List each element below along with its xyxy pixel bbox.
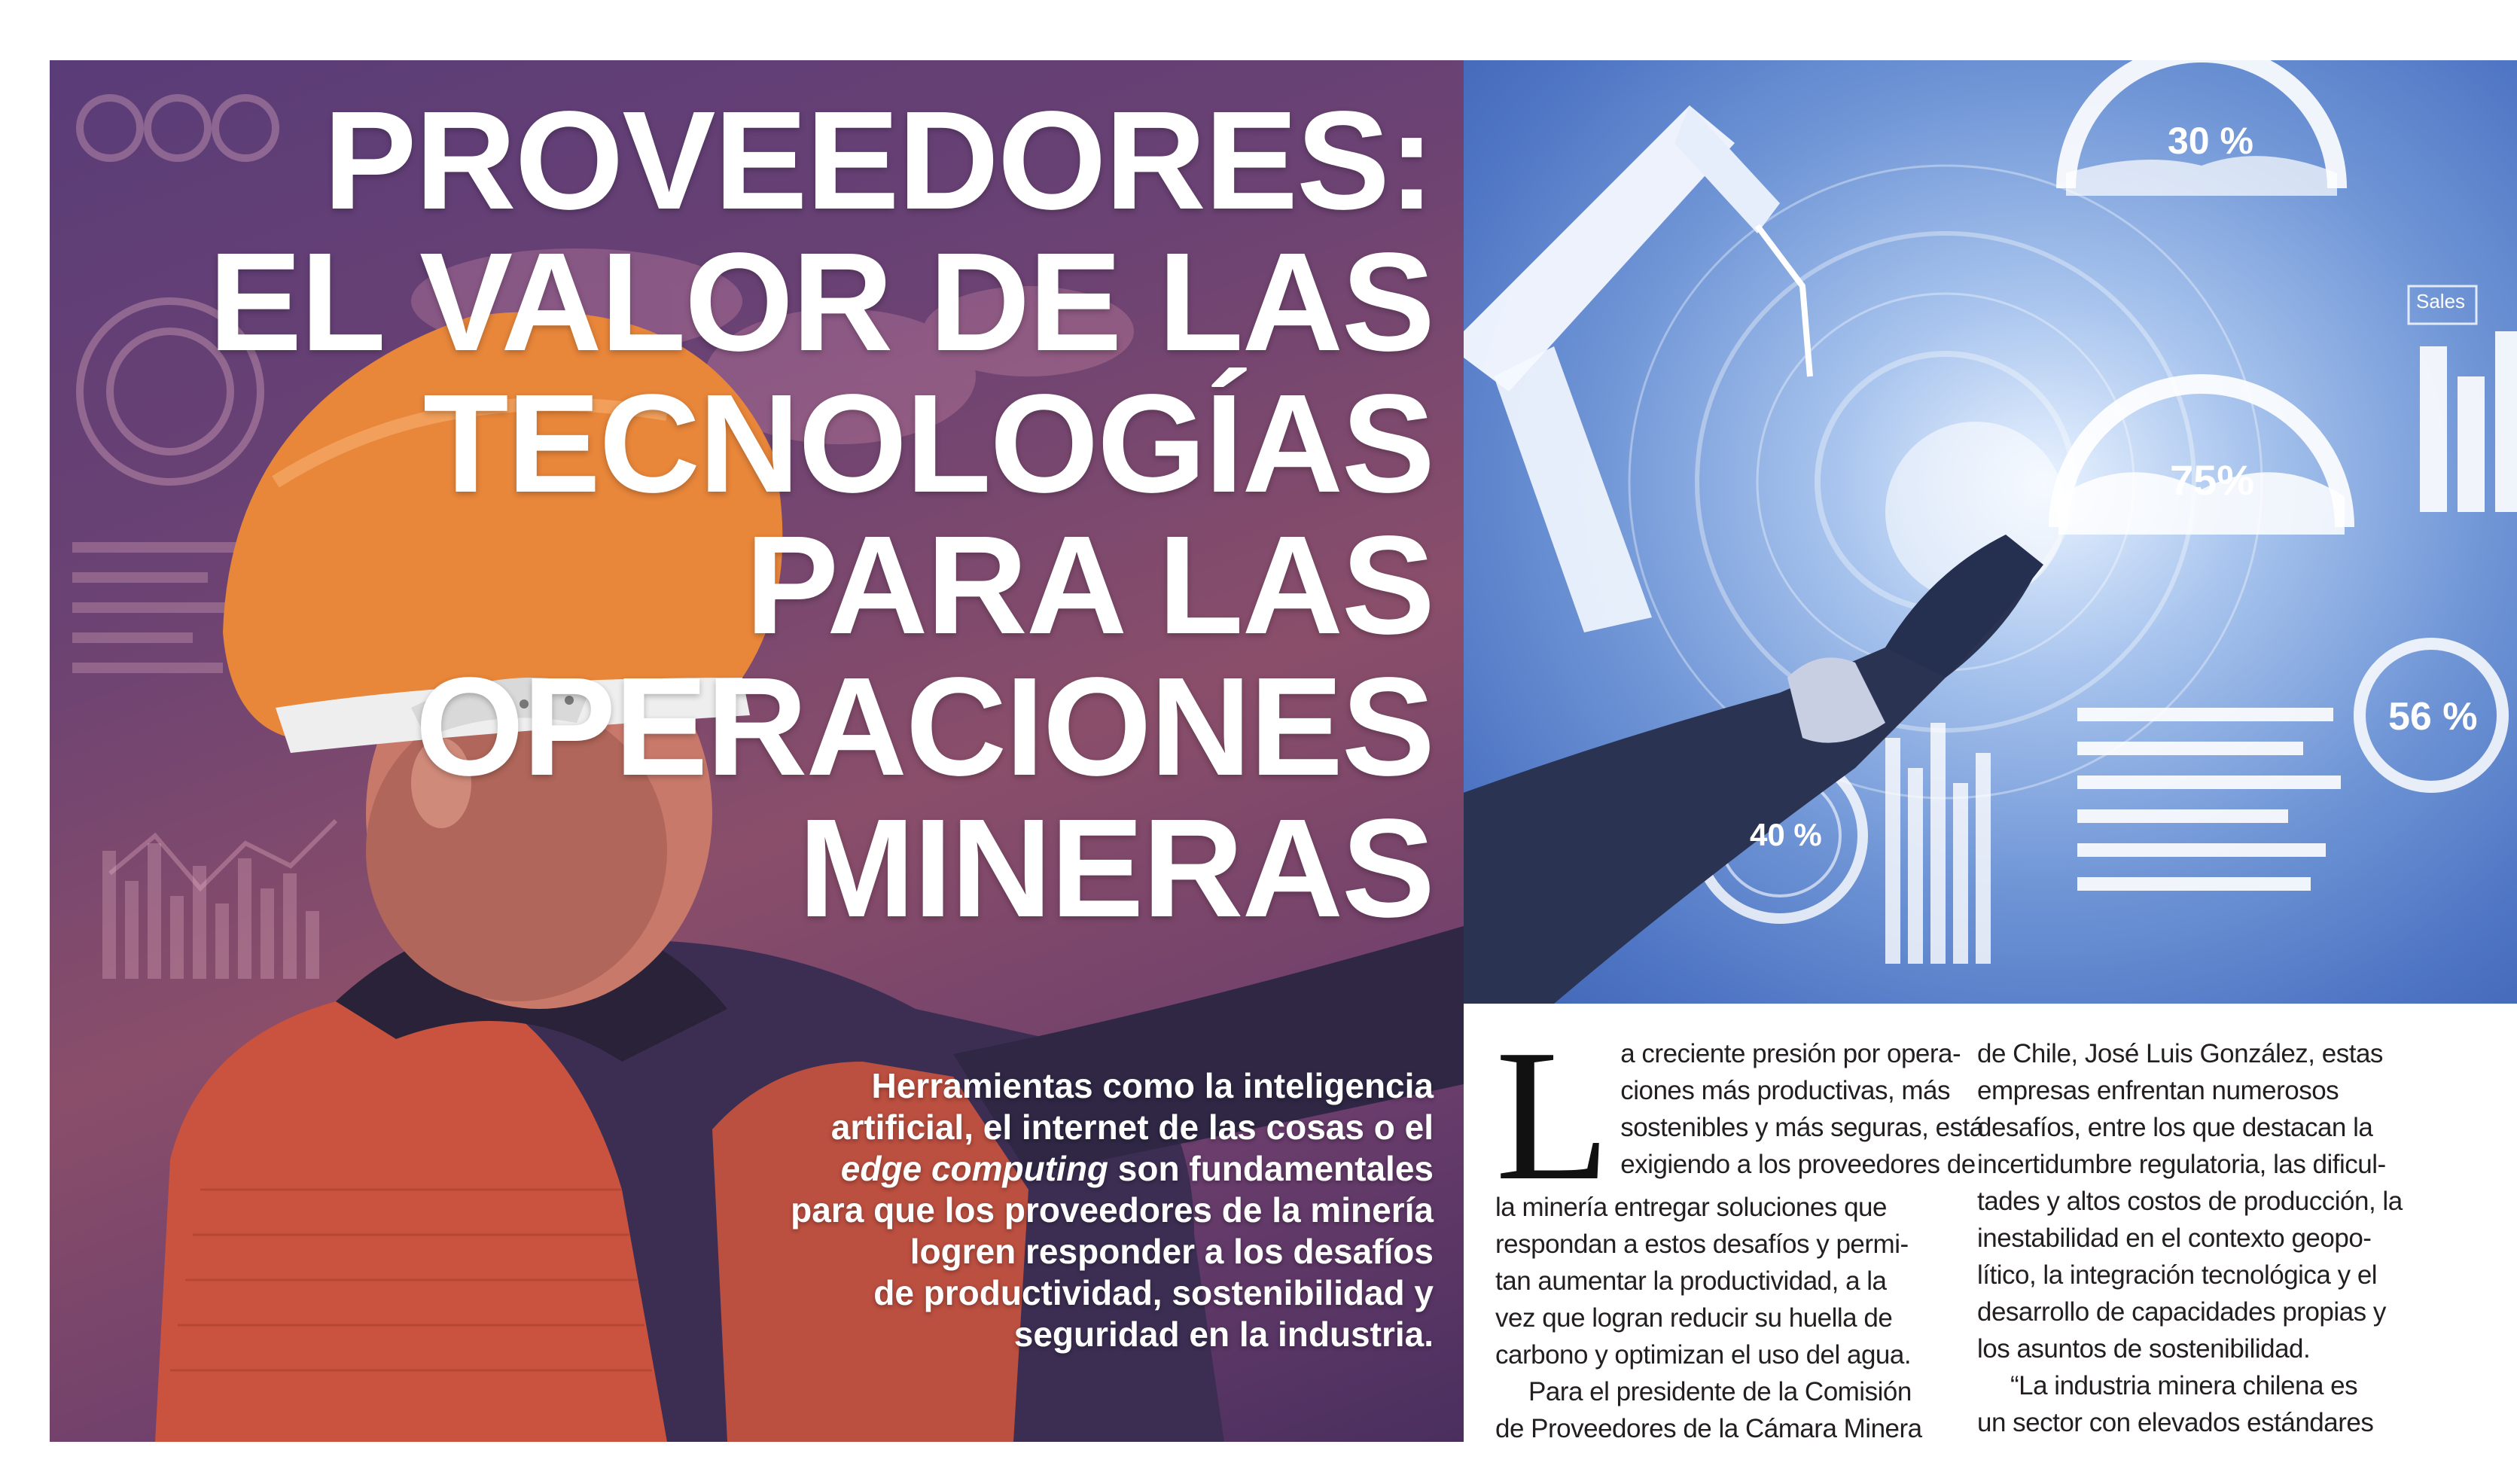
- column-2: [1977, 1035, 2429, 1441]
- deck-line: seguridad en la industria.: [1013, 1315, 1434, 1354]
- deck-line: de productividad, sostenibilidad y: [873, 1273, 1434, 1312]
- drop-cap: L: [1495, 1011, 1610, 1220]
- body-line: de Chile, José Luis González, estas: [1977, 1039, 2383, 1068]
- headline-line: TECNOLOGÍAS: [422, 366, 1434, 522]
- headline-line: PROVEEDORES:: [323, 83, 1434, 239]
- body-line: carbono y optimizan el uso del agua.: [1495, 1340, 1912, 1370]
- headline-line: OPERACIONES: [415, 649, 1434, 805]
- gauge-label-56: 56 %: [2388, 695, 2478, 739]
- sales-tag: Sales: [2416, 290, 2466, 312]
- body-line: un sector con elevados estándares: [1977, 1408, 2374, 1437]
- body-line: a creciente presión por opera-: [1620, 1039, 1961, 1068]
- hero-image-worker: [50, 60, 1464, 1442]
- body-line: Para el presidente de la Comisión: [1528, 1377, 1912, 1406]
- body-line: vez que logran reducir su huella de: [1495, 1303, 1893, 1333]
- headline-line: EL VALOR DE LAS: [209, 224, 1434, 380]
- body-line: exigiendo a los proveedores de: [1620, 1150, 1976, 1179]
- body-line: sostenibles y más seguras, está: [1620, 1113, 1984, 1142]
- body-line: tan aumentar la productividad, a la: [1495, 1266, 1887, 1296]
- body-line: tades y altos costos de producción, la: [1977, 1187, 2403, 1216]
- body-line: inestabilidad en el contexto geopo-: [1977, 1223, 2372, 1253]
- body-line: los asuntos de sostenibilidad.: [1977, 1334, 2311, 1364]
- body-line: respondan a estos desafíos y permi-: [1495, 1230, 1909, 1259]
- deck-line-rest: son fundamentales: [1108, 1149, 1434, 1188]
- deck-subtitle: [681, 1065, 1434, 1355]
- headline-line: MINERAS: [798, 791, 1434, 946]
- body-line: la minería entregar soluciones que: [1495, 1193, 1887, 1222]
- deck-line: para que los proveedores de la minería: [791, 1190, 1434, 1230]
- deck-line: [681, 1148, 1434, 1190]
- deck-italic-term: edge computing: [840, 1149, 1109, 1188]
- body-line: “La industria minera chilena es: [2010, 1371, 2358, 1400]
- dashboard-illustration: [1464, 60, 2517, 1004]
- deck-line: logren responder a los desafíos: [910, 1232, 1434, 1271]
- gauge-label-75: 75%: [2170, 456, 2255, 504]
- headline: [78, 83, 1434, 946]
- body-line: desafíos, entre los que destacan la: [1977, 1113, 2373, 1142]
- body-line: desarrollo de capacidades propias y: [1977, 1297, 2386, 1327]
- gauge-label-40: 40 %: [1750, 817, 1822, 852]
- body-line: incertidumbre regulatoria, las dificul-: [1977, 1150, 2386, 1179]
- body-line: de Proveedores de la Cámara Minera: [1495, 1414, 1922, 1443]
- body-line: empresas enfrentan numerosos: [1977, 1076, 2339, 1105]
- body-line: lítico, la integración tecnológica y el: [1977, 1260, 2378, 1290]
- gauge-label-30: 30 %: [2168, 120, 2253, 162]
- column-1: [1495, 1011, 1984, 1447]
- deck-line: artificial, el internet de las cosas o el: [830, 1108, 1434, 1147]
- body-line: ciones más productivas, más: [1620, 1076, 1951, 1105]
- deck-line: Herramientas como la inteligencia: [871, 1066, 1434, 1105]
- headline-line: PARA LAS: [745, 507, 1434, 663]
- hero-image-dashboard: [1464, 60, 2517, 1004]
